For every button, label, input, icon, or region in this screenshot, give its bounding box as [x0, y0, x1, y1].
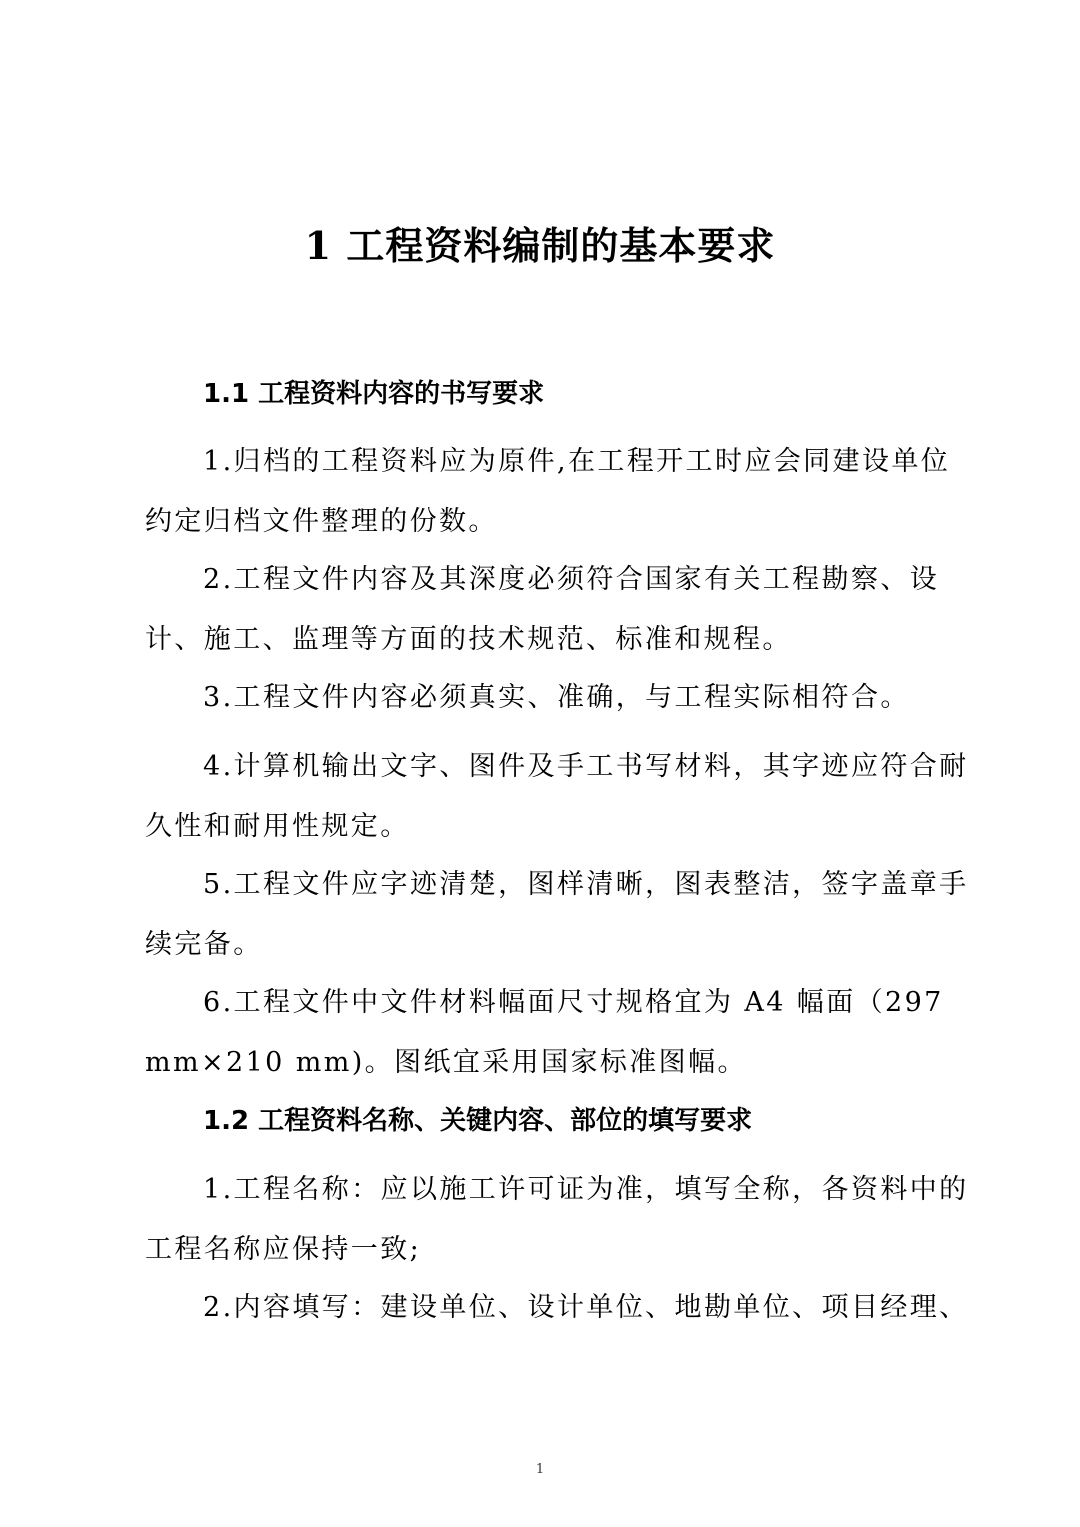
paragraph-1-1-item-1: 1.归档的工程资料应为原件,在工程开工时应会同建设单位约定归档文件整理的份数。 [145, 446, 951, 537]
paragraph-1-1-item-4: 4.计算机输出文字、图件及手工书写材料，其字迹应符合耐久性和耐用性规定。 [145, 751, 969, 842]
paragraph-1-1-item-2: 2.工程文件内容及其深度必须符合国家有关工程勘察、设计、施工、监理等方面的技术规范、标准和规程。 [145, 564, 940, 655]
section-heading-1-2: 1.2 工程资料名称、关键内容、部位的填写要求 [203, 1106, 753, 1136]
section-heading-1-1: 1.1 工程资料内容的书写要求 [203, 379, 545, 409]
paragraph-1-2-item-2: 2.内容填写：建设单位、设计单位、地勘单位、项目经理、 [203, 1292, 969, 1323]
paragraph-1-2-item-1: 1.工程名称：应以施工许可证为准，填写全称，各资料中的工程名称应保持一致; [145, 1174, 969, 1265]
paragraph-1-1-item-3: 3.工程文件内容必须真实、准确，与工程实际相符合。 [203, 682, 910, 713]
page-number: 1 [535, 1462, 545, 1477]
chapter-title: 1 工程资料编制的基本要求 [304, 223, 776, 268]
paragraph-1-1-item-6: 6.工程文件中文件材料幅面尺寸规格宜为 A4 幅面（297 mm×210 mm)。图纸宜采用国家标准图幅。 [145, 987, 944, 1078]
paragraph-1-1-item-5: 5.工程文件应字迹清楚，图样清晰，图表整洁，签字盖章手续完备。 [145, 869, 969, 960]
